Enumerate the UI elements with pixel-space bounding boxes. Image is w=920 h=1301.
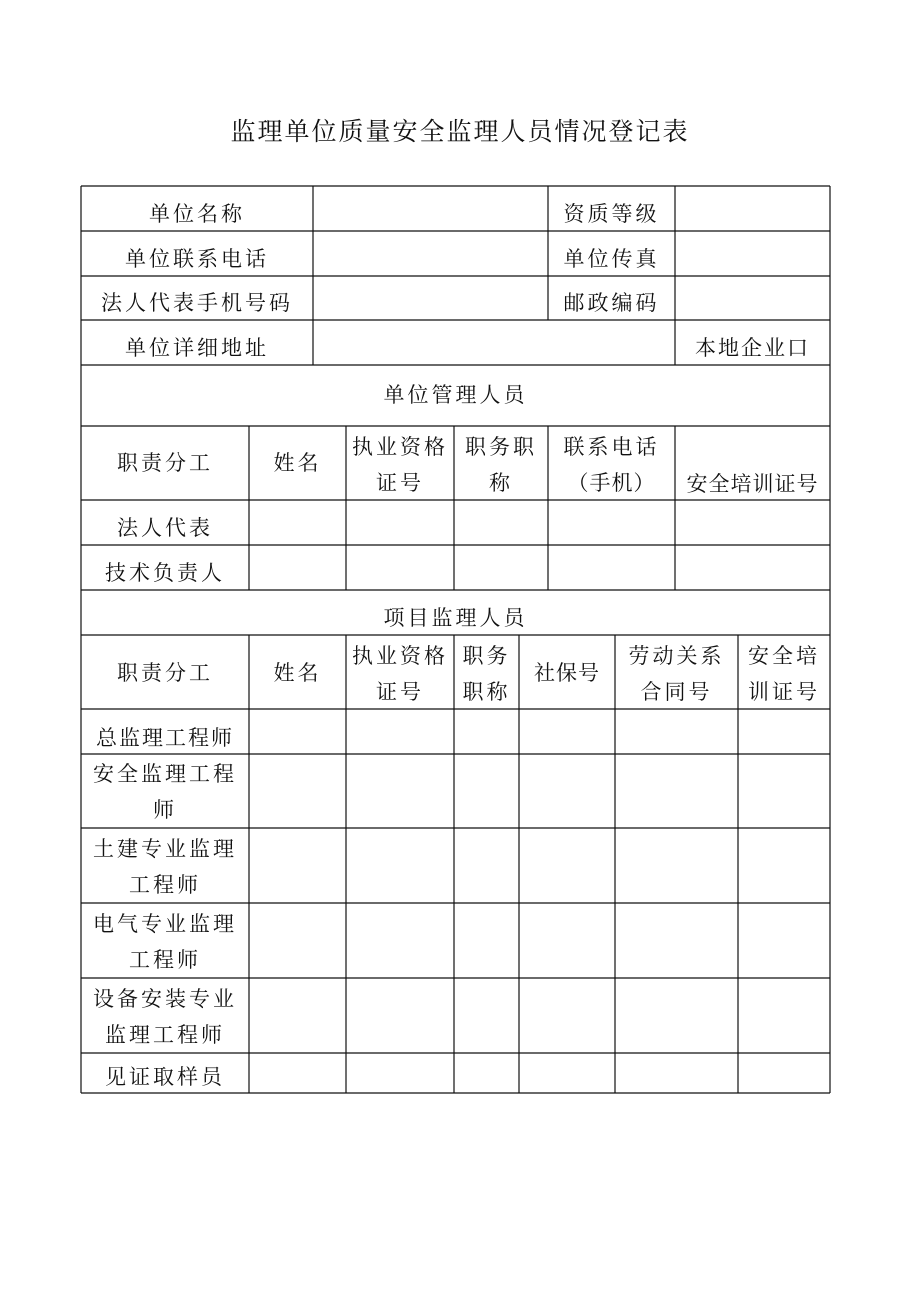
mgmt-header-title-line1: 职务职 — [465, 435, 537, 459]
mgmt-header-name: 姓名 — [273, 451, 322, 475]
project-section-title: 项目监理人员 — [383, 606, 528, 630]
mgmt-row-label: 技术负责人 — [105, 561, 225, 585]
mgmt-row-label: 法人代表 — [117, 516, 213, 540]
qualification-label: 资质等级 — [563, 202, 660, 226]
mgmt-header-cert-line2: 证号 — [376, 471, 424, 495]
project-row-label-line2: 工程师 — [129, 948, 201, 972]
unit-name-field[interactable] — [313, 186, 548, 231]
legal-mobile-label: 法人代表手机号码 — [101, 291, 293, 315]
project-row-label — [81, 756, 249, 828]
mgmt-section-title: 单位管理人员 — [383, 383, 528, 407]
project-header-training-line1: 安全培 — [748, 644, 820, 668]
project-row-label-line1: 安全监理工程 — [93, 762, 237, 786]
project-header-name: 姓名 — [273, 661, 322, 685]
project-row-label-line2: 师 — [153, 798, 177, 822]
mgmt-header-title — [454, 429, 548, 501]
unit-phone-field[interactable] — [313, 231, 548, 276]
project-header-training — [738, 638, 830, 710]
mgmt-header-phone-line1: 联系电话 — [563, 435, 660, 459]
mgmt-header-role: 职责分工 — [117, 451, 213, 475]
project-header-training-line2: 训证号 — [748, 680, 820, 704]
project-header-cert-line1: 执业资格 — [352, 644, 448, 668]
mgmt-header-phone-line2: （手机） — [567, 471, 656, 495]
unit-fax-field[interactable] — [675, 231, 830, 276]
project-row-label-line1: 电气专业监理 — [93, 912, 237, 936]
address-label: 单位详细地址 — [125, 336, 269, 360]
postal-code-field[interactable] — [675, 276, 830, 320]
project-row-label — [81, 906, 249, 978]
address-field[interactable] — [313, 320, 675, 365]
project-row-label — [81, 831, 249, 903]
project-header-cert-line2: 证号 — [376, 680, 424, 704]
form-title: 监理单位质量安全监理人员情况登记表 — [230, 117, 690, 146]
local-enterprise-checkbox[interactable]: 本地企业口 — [695, 336, 810, 360]
project-header-contract-line2: 合同号 — [640, 680, 713, 704]
project-header-social: 社保号 — [534, 661, 600, 685]
project-header-title-line2: 职称 — [462, 680, 511, 704]
project-header-contract — [615, 638, 738, 710]
qualification-field[interactable] — [675, 186, 830, 231]
unit-fax-label: 单位传真 — [563, 247, 660, 271]
unit-name-label: 单位名称 — [149, 202, 245, 226]
legal-mobile-field[interactable] — [313, 276, 548, 320]
project-row-label-line1: 设备安装专业 — [93, 987, 237, 1011]
project-row-label: 总监理工程师 — [96, 726, 234, 750]
project-row-label — [81, 981, 249, 1053]
project-header-contract-line1: 劳动关系 — [628, 644, 725, 668]
project-header-title-line1: 职务 — [462, 644, 511, 668]
mgmt-header-training: 安全培训证号 — [686, 472, 819, 496]
project-header-title — [454, 638, 519, 710]
project-row-label: 见证取样员 — [105, 1065, 225, 1089]
project-header-role: 职责分工 — [117, 661, 213, 685]
mgmt-header-title-line2: 称 — [489, 471, 513, 495]
project-row-label-line2: 监理工程师 — [105, 1023, 225, 1047]
mgmt-header-cert-line1: 执业资格 — [352, 435, 448, 459]
project-row-label-line1: 土建专业监理 — [93, 837, 237, 861]
mgmt-header-phone — [548, 429, 675, 501]
project-header-cert — [346, 638, 454, 710]
postal-code-label: 邮政编码 — [563, 291, 660, 315]
unit-phone-label: 单位联系电话 — [125, 247, 269, 271]
project-row-label-line2: 工程师 — [129, 873, 201, 897]
mgmt-header-cert — [346, 429, 454, 501]
